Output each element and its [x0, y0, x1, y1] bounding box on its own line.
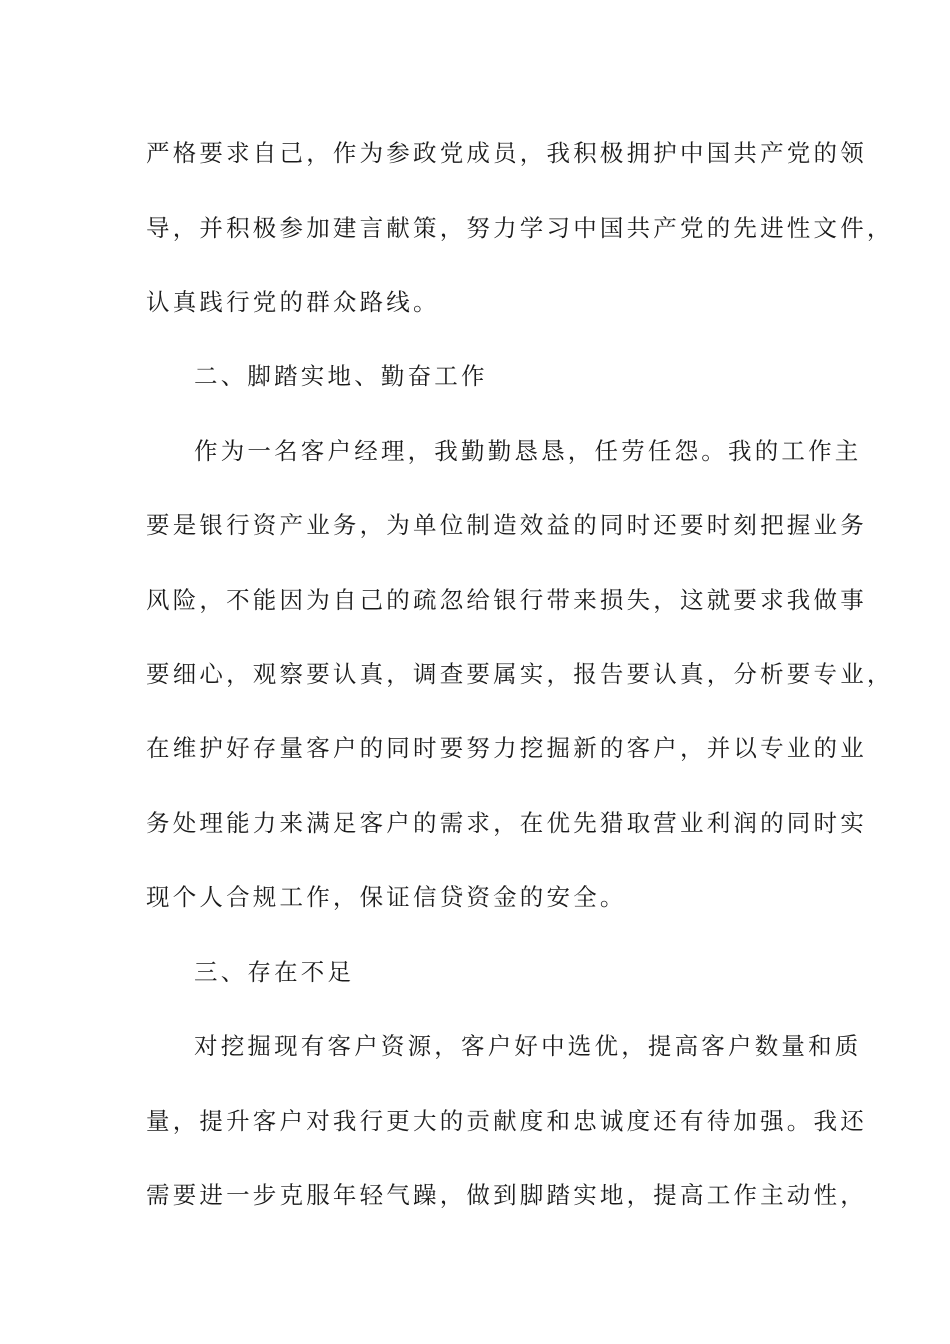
paragraph-line-15: 需要进一步克服年轻气躁，做到脚踏实地，提高工作主动性，: [146, 1181, 867, 1209]
paragraph-line-13: 对挖掘现有客户资源，客户好中选优，提高客户数量和质: [194, 1032, 862, 1060]
section-heading-2: 二、脚踏实地、勤奋工作: [194, 362, 488, 390]
paragraph-line-7: 风险，不能因为自己的疏忽给银行带来损失，这就要求我做事: [146, 586, 867, 614]
paragraph-line-6: 要是银行资产业务，为单位制造效益的同时还要时刻把握业务: [146, 511, 867, 539]
paragraph-line-2: 导，并积极参加建言献策，努力学习中国共产党的先进性文件，: [146, 214, 894, 242]
paragraph-line-5: 作为一名客户经理，我勤勤恳恳，任劳任怨。我的工作主: [194, 437, 862, 465]
paragraph-line-11: 现个人合规工作，保证信贷资金的安全。: [146, 883, 627, 911]
section-heading-3: 三、存在不足: [194, 958, 355, 986]
paragraph-line-3: 认真践行党的群众路线。: [146, 288, 440, 316]
paragraph-line-1: 严格要求自己，作为参政党成员，我积极拥护中国共产党的领: [146, 139, 867, 167]
paragraph-line-9: 在维护好存量客户的同时要努力挖掘新的客户，并以专业的业: [146, 734, 867, 762]
paragraph-line-8: 要细心，观察要认真，调查要属实，报告要认真，分析要专业，: [146, 660, 894, 688]
paragraph-line-10: 务处理能力来满足客户的需求，在优先猎取营业利润的同时实: [146, 809, 867, 837]
paragraph-line-14: 量，提升客户对我行更大的贡献度和忠诚度还有待加强。我还: [146, 1107, 867, 1135]
